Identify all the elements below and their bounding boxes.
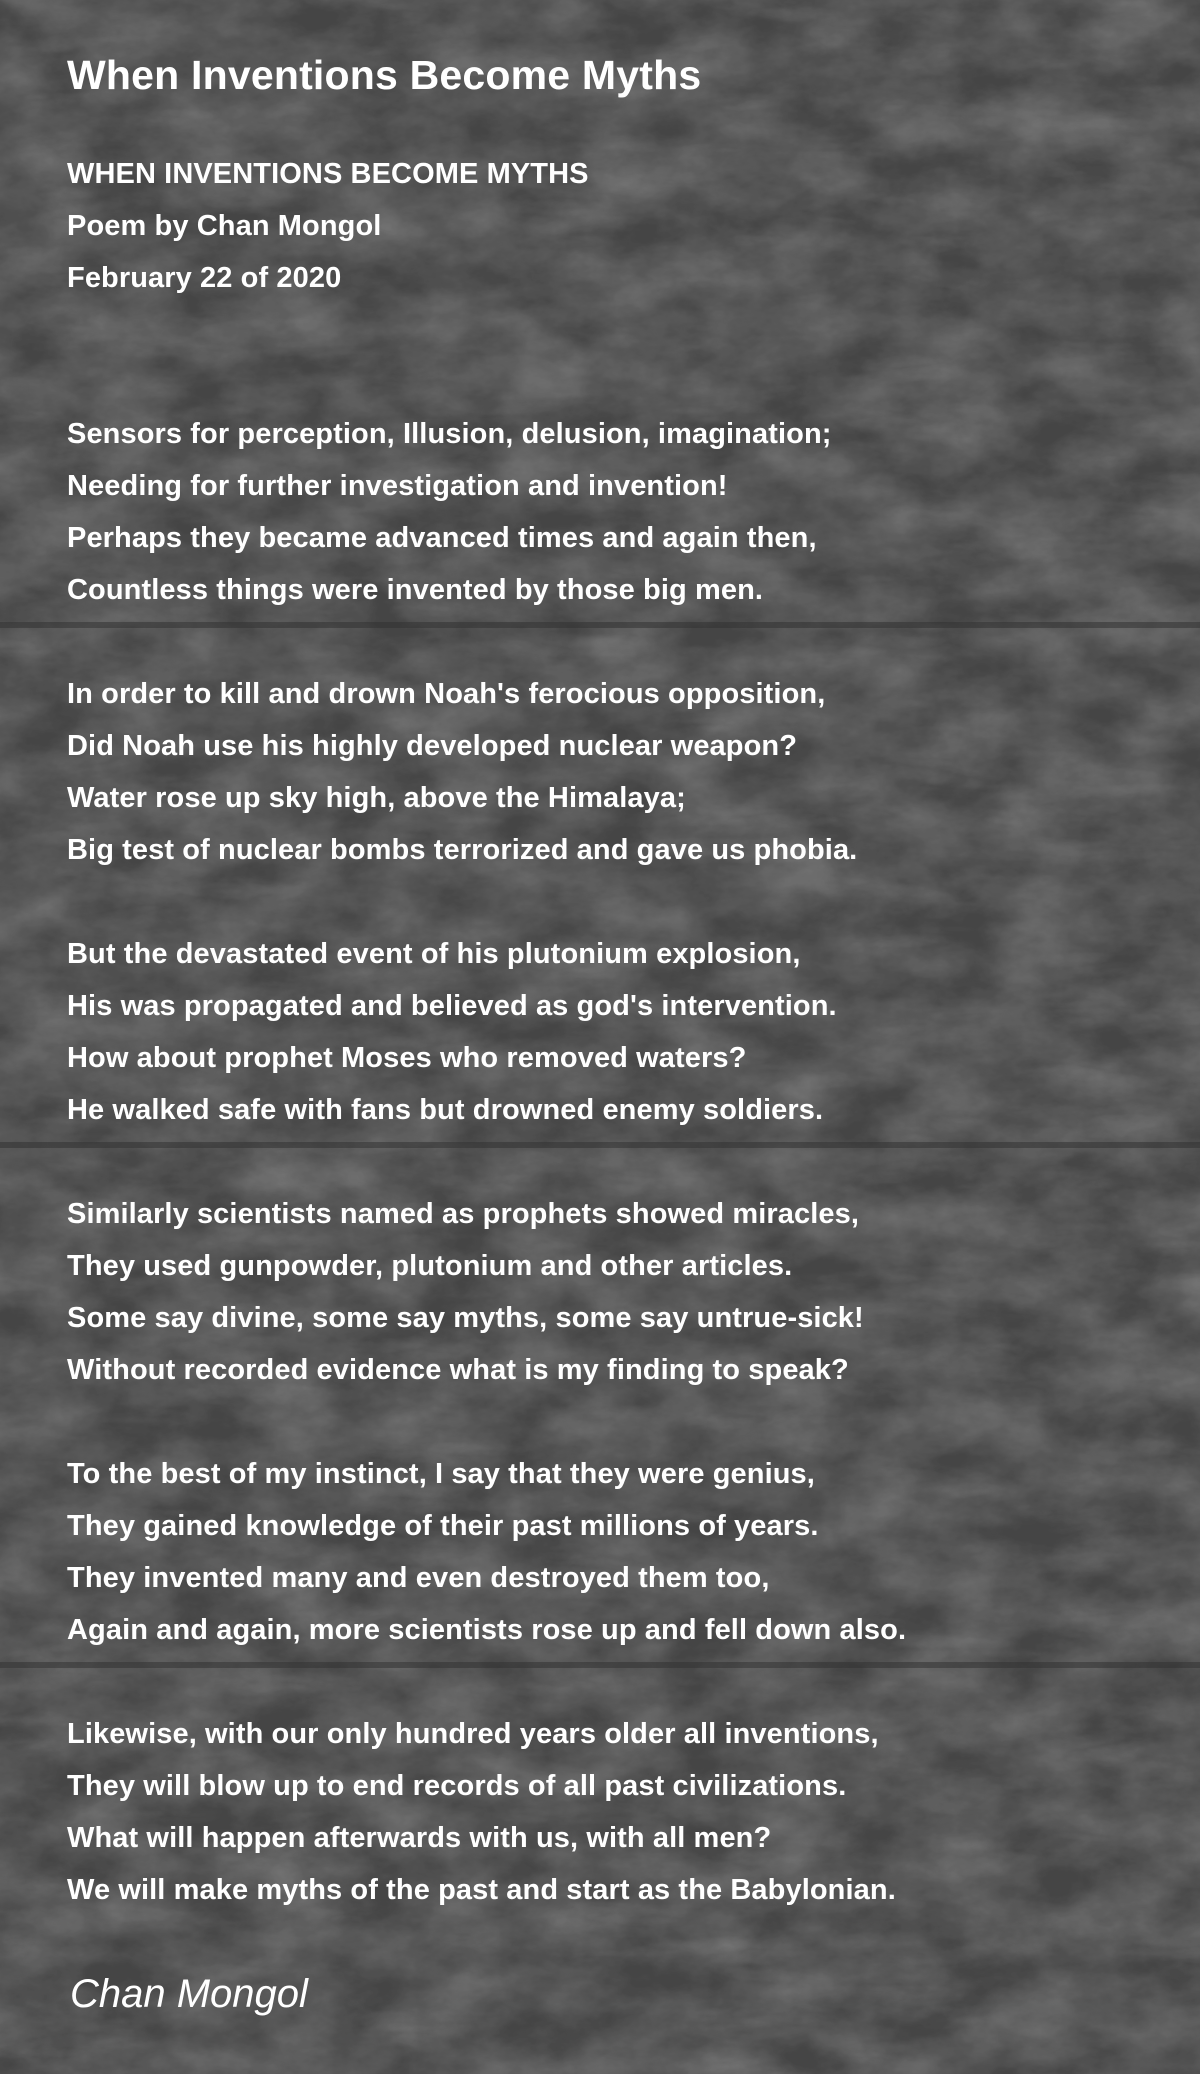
- stanza: [67, 928, 1167, 1136]
- poem-line: Again and again, more scientists rose up and fell down also.: [67, 1614, 907, 1646]
- poem-line: Needing for further investigation and invention!: [67, 470, 728, 502]
- stanza: [67, 668, 1167, 876]
- poem-line: Similarly scientists named as prophets showed miracles,: [67, 1198, 860, 1230]
- poem-date: February 22 of 2020: [67, 262, 342, 294]
- poem-line: He walked safe with fans but drowned enemy soldiers.: [67, 1094, 824, 1126]
- poem-line: Water rose up sky high, above the Himalaya;: [67, 782, 686, 814]
- poem-line: Perhaps they became advanced times and again then,: [67, 522, 817, 554]
- poem-line: Countless things were invented by those big men.: [67, 574, 764, 606]
- poem-body: [67, 148, 1167, 1916]
- poem-line: Big test of nuclear bombs terrorized and gave us phobia.: [67, 834, 858, 866]
- author-signature: Chan Mongol: [70, 1972, 308, 2016]
- poem-line: Some say divine, some say myths, some say untrue-sick!: [67, 1302, 864, 1334]
- stanza: [67, 1188, 1167, 1396]
- stanza: [67, 1708, 1167, 1916]
- poem-line: To the best of my instinct, I say that they were genius,: [67, 1458, 815, 1490]
- stanza: [67, 1448, 1167, 1656]
- poem-line: Did Noah use his highly developed nuclear weapon?: [67, 730, 798, 762]
- poem-line: We will make myths of the past and start as the Babylonian.: [67, 1874, 896, 1906]
- poem-line: They invented many and even destroyed them too,: [67, 1562, 770, 1594]
- poem-line: Sensors for perception, Illusion, delusion, imagination;: [67, 418, 832, 450]
- poem-line: They gained knowledge of their past millions of years.: [67, 1510, 819, 1542]
- poem-line: But the devastated event of his plutonium explosion,: [67, 938, 801, 970]
- poem-byline: Poem by Chan Mongol: [67, 210, 382, 242]
- poem-line: Without recorded evidence what is my finding to speak?: [67, 1354, 849, 1386]
- poem-heading: WHEN INVENTIONS BECOME MYTHS: [67, 158, 589, 190]
- poem-line: His was propagated and believed as god's intervention.: [67, 990, 837, 1022]
- poem-line: In order to kill and drown Noah's ferocious opposition,: [67, 678, 826, 710]
- poem-line: How about prophet Moses who removed waters?: [67, 1042, 747, 1074]
- stanza: [67, 408, 1167, 616]
- page-title: When Inventions Become Myths: [67, 52, 702, 98]
- poem-line: They will blow up to end records of all past civilizations.: [67, 1770, 847, 1802]
- poem-line: Likewise, with our only hundred years older all inventions,: [67, 1718, 879, 1750]
- poem-line: They used gunpowder, plutonium and other articles.: [67, 1250, 793, 1282]
- poem-line: What will happen afterwards with us, with all men?: [67, 1822, 772, 1854]
